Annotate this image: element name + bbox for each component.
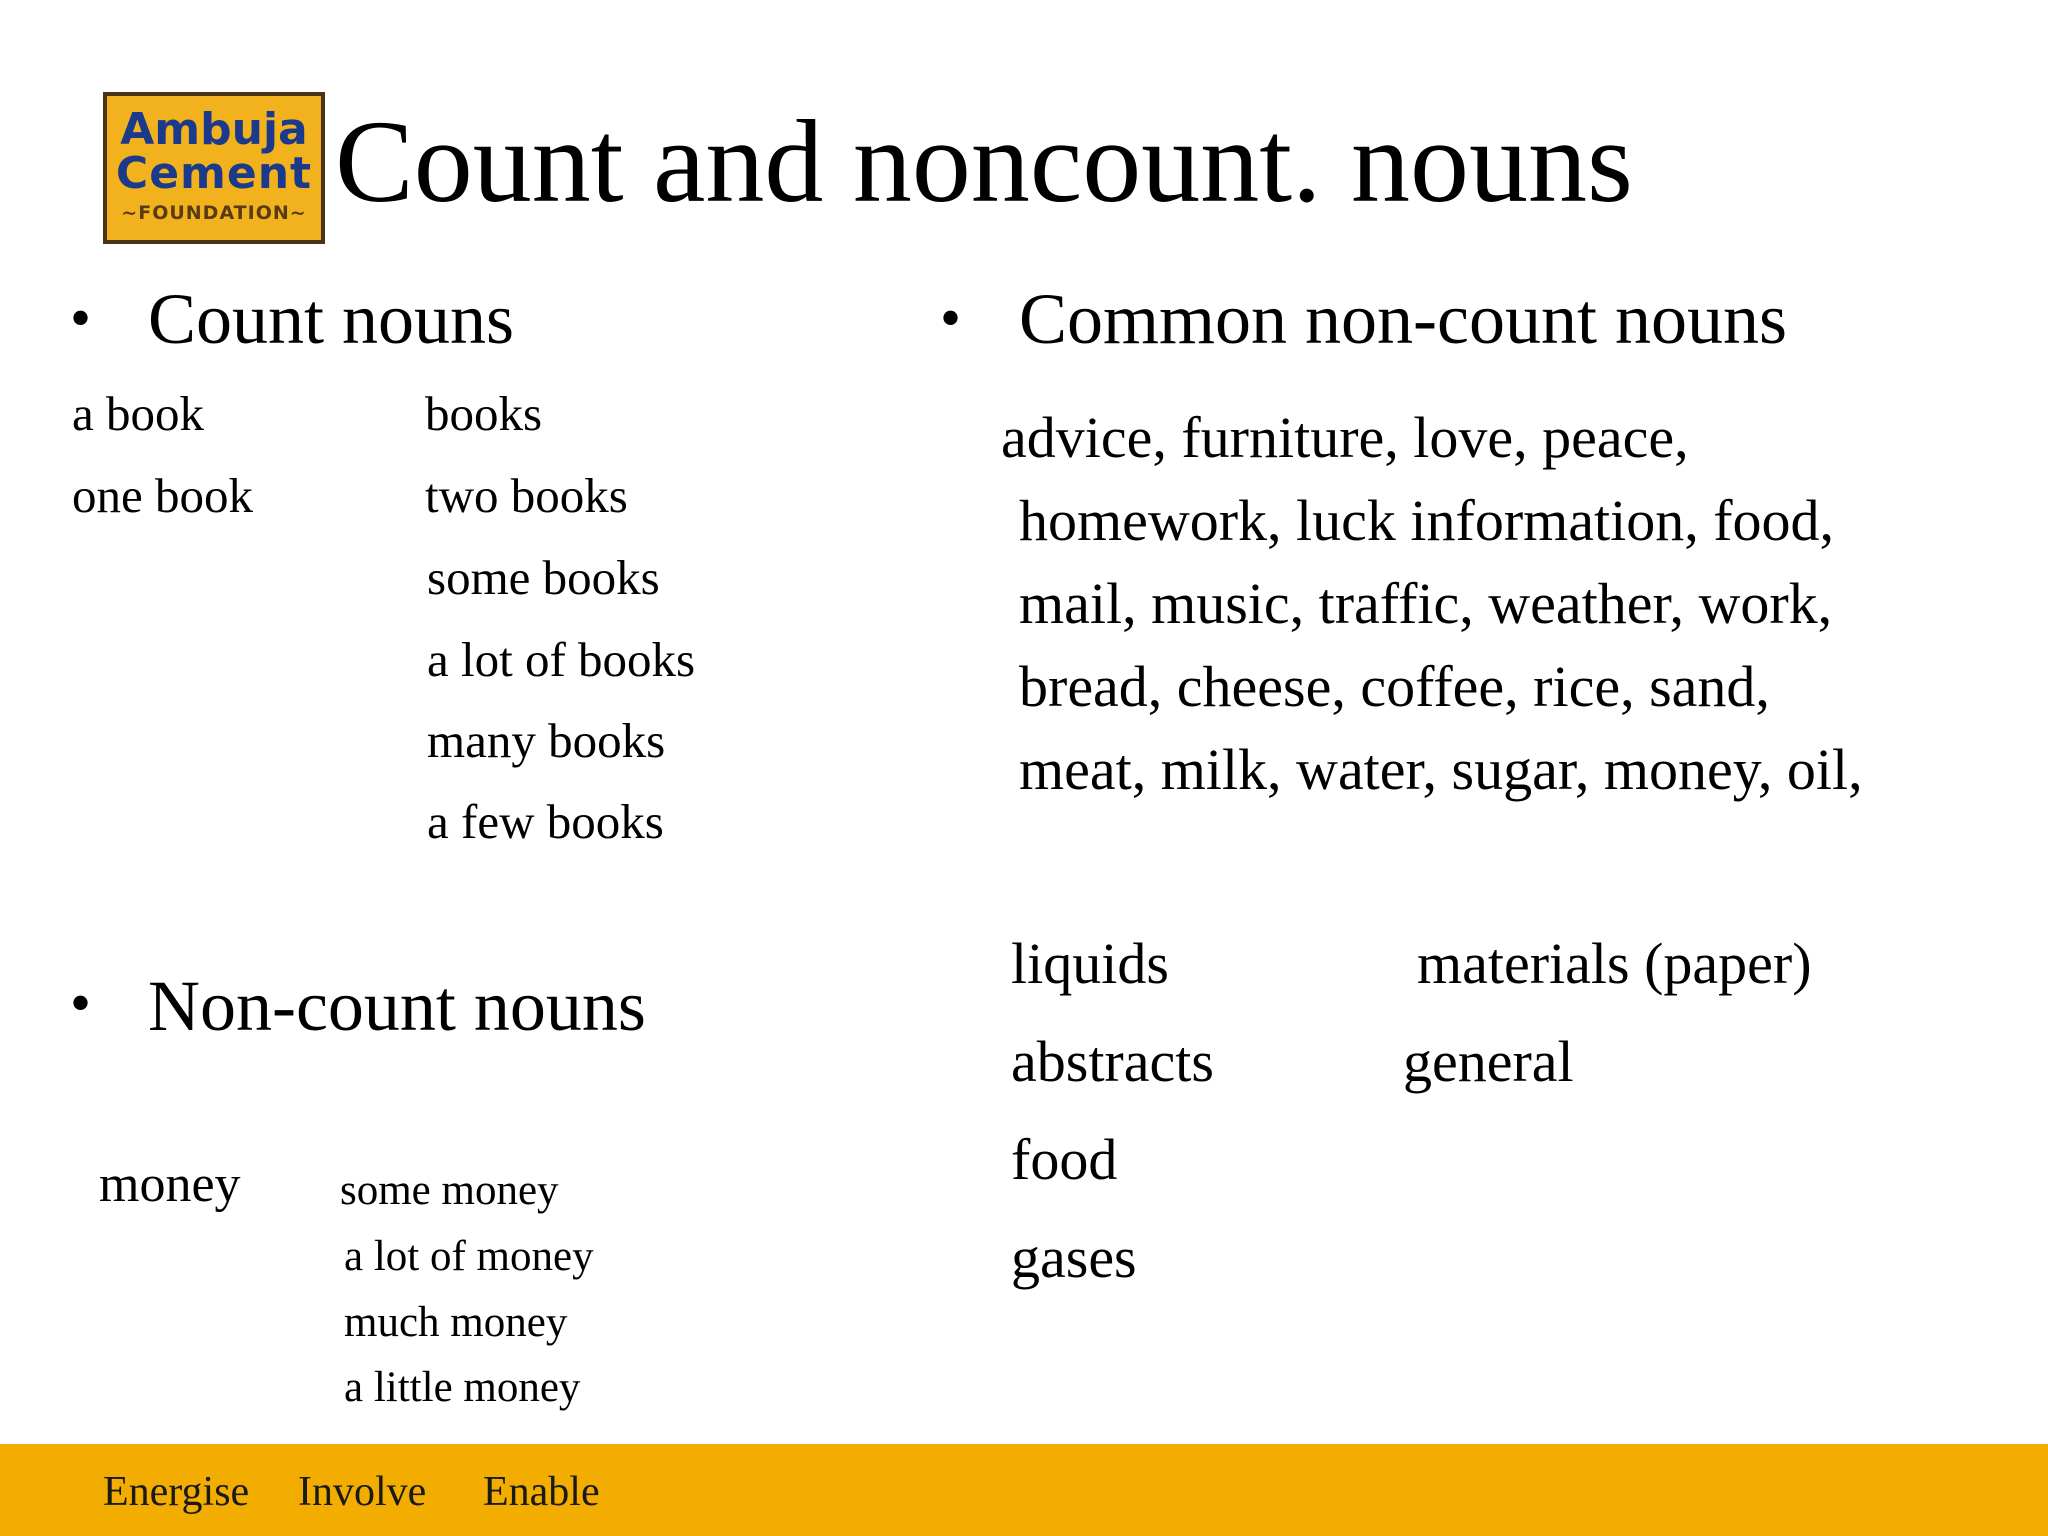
common-noncount-heading: Common non-count nouns bbox=[1019, 279, 1787, 359]
footer-item-energise: Energise bbox=[103, 1469, 250, 1515]
category-item: abstracts bbox=[1011, 1029, 1214, 1094]
common-noncount-line: advice, furniture, love, peace, bbox=[1001, 405, 1689, 470]
category-item: gases bbox=[1011, 1225, 1137, 1290]
singular-item: a book bbox=[72, 386, 204, 441]
plural-item: a lot of books bbox=[427, 632, 696, 687]
ambuja-cement-foundation-logo bbox=[103, 92, 325, 244]
logo-line-1: Ambuja bbox=[120, 104, 308, 155]
bullet-icon: • bbox=[70, 285, 92, 351]
category-item: general bbox=[1403, 1029, 1574, 1094]
bullet-icon: • bbox=[940, 285, 962, 351]
plural-item: two books bbox=[425, 468, 628, 523]
noncount-nouns-heading: Non-count nouns bbox=[148, 966, 646, 1046]
slide-title: Count and noncount. nouns bbox=[335, 96, 1633, 227]
common-noncount-line: homework, luck information, food, bbox=[1019, 488, 1835, 553]
common-noncount-line: meat, milk, water, sugar, money, oil, bbox=[1019, 737, 1863, 802]
logo-line-3: ~FOUNDATION~ bbox=[121, 202, 307, 224]
noncount-example: a little money bbox=[344, 1364, 581, 1411]
footer-bar bbox=[0, 1444, 2048, 1536]
noncount-example: some money bbox=[340, 1167, 559, 1214]
noncount-example: a lot of money bbox=[344, 1233, 594, 1280]
category-item: liquids bbox=[1011, 931, 1169, 996]
category-item: materials (paper) bbox=[1417, 931, 1812, 996]
noncount-example: much money bbox=[344, 1299, 568, 1346]
plural-item: books bbox=[425, 386, 543, 441]
common-noncount-line: mail, music, traffic, weather, work, bbox=[1019, 571, 1833, 636]
bullet-icon: • bbox=[70, 970, 92, 1036]
common-noncount-line: bread, cheese, coffee, rice, sand, bbox=[1019, 654, 1770, 719]
plural-item: many books bbox=[427, 713, 666, 768]
plural-item: some books bbox=[427, 550, 660, 605]
count-nouns-heading: Count nouns bbox=[148, 279, 515, 359]
plural-item: a few books bbox=[427, 794, 664, 849]
category-item: food bbox=[1011, 1127, 1118, 1192]
footer-item-involve: Involve bbox=[298, 1469, 427, 1515]
singular-item: one book bbox=[72, 468, 253, 523]
footer-item-enable: Enable bbox=[483, 1469, 600, 1515]
logo-line-2: Cement bbox=[115, 148, 313, 199]
noncount-word: money bbox=[99, 1156, 241, 1213]
